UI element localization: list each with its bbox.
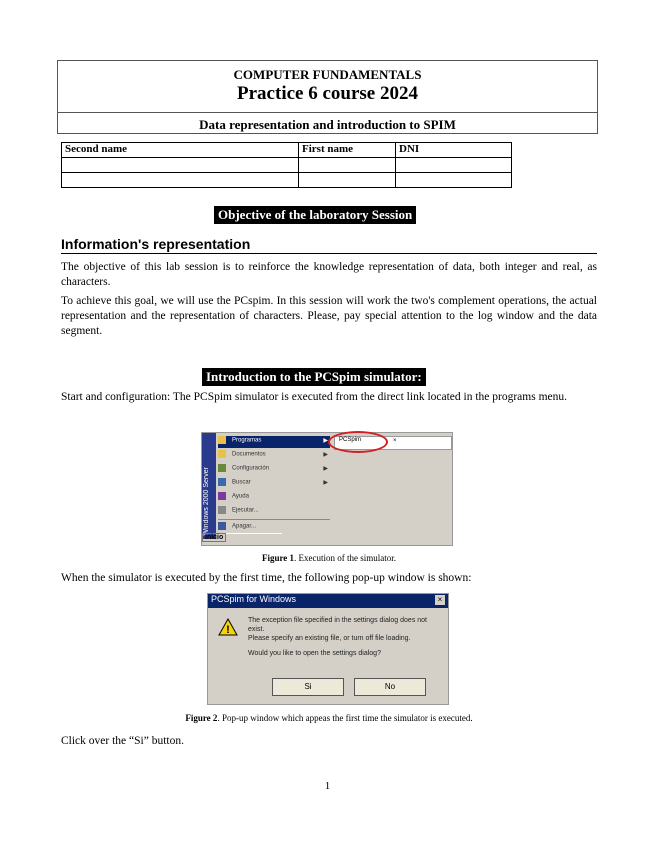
page-subtitle: Data representation and introduction to SPIM: [199, 117, 456, 132]
menu-item-programs[interactable]: Programas ▶: [218, 436, 330, 448]
warning-icon: [218, 618, 238, 636]
highlight-circle: [328, 431, 388, 453]
yes-button[interactable]: Si: [272, 678, 344, 696]
taskbar: [202, 533, 282, 545]
dialog-message: [248, 616, 443, 658]
menu-item-shutdown[interactable]: Apagar...: [218, 522, 330, 534]
course-name: COMPUTER FUNDAMENTALS: [233, 67, 422, 82]
sidebar-text: Windows 2000 Server: [203, 466, 210, 535]
folder-icon: [218, 450, 226, 458]
objective-banner: Objective of the laboratory Session: [214, 206, 416, 224]
paragraph-objective: The objective of this lab session is to reinforce the knowledge representation of data, both integer and real, as characters.: [61, 261, 597, 288]
dni-header: DNI: [396, 143, 512, 158]
figure-2-dialog: [207, 593, 449, 705]
table-row: [62, 173, 512, 188]
menu-item-documents[interactable]: Documentos ▶: [218, 450, 330, 462]
dialog-title: PCSpim for Windows: [211, 594, 297, 604]
header-box: [57, 60, 598, 134]
paragraph-popup: When the simulator is executed by the first time, the following pop-up window is shown:: [61, 572, 472, 584]
menu-item-settings[interactable]: Configuración ▶: [218, 464, 330, 476]
search-icon: [218, 478, 226, 486]
run-icon: [218, 506, 226, 514]
table-header-row: [62, 143, 512, 158]
close-icon[interactable]: ×: [435, 595, 445, 605]
table-row: [62, 158, 512, 173]
dni-cell[interactable]: [396, 158, 512, 173]
close-icon: ×: [393, 438, 397, 444]
second-name-header: Second name: [62, 143, 299, 158]
settings-icon: [218, 464, 226, 472]
submenu-label: PCSpim: [339, 437, 362, 443]
second-name-cell[interactable]: [62, 173, 299, 188]
intro-banner: Introduction to the PCSpim simulator:: [202, 368, 426, 386]
menu-divider: [218, 519, 330, 520]
header-divider: [58, 112, 597, 113]
dialog-question: Would you like to open the settings dialog?: [248, 650, 381, 657]
windows-sidebar: [202, 433, 216, 539]
chevron-right-icon: ▶: [323, 466, 328, 472]
folder-icon: [218, 436, 226, 444]
menu-item-search[interactable]: Buscar ▶: [218, 478, 330, 490]
paragraph-click: Click over the “Si” button.: [61, 735, 184, 747]
first-name-cell[interactable]: [299, 173, 396, 188]
svg-text:!: !: [226, 624, 230, 636]
dialog-message-line: The exception file specified in the settings dialog does not exist.: [248, 617, 428, 633]
page-title: Practice 6 course 2024: [237, 83, 418, 104]
power-icon: [218, 522, 226, 530]
paragraph-goal: To achieve this goal, we will use the PCspim. In this session will work the two's complement operations, the actual representation and the representation of characters. Please, pay special attention to the log window and the data segment.: [61, 295, 597, 337]
help-icon: [218, 492, 226, 500]
paragraph-start: Start and configuration: The PCSpim simulator is executed from the direct link located in the programs menu.: [61, 391, 567, 403]
menu-item-help[interactable]: Ayuda: [218, 492, 330, 504]
second-name-cell[interactable]: [62, 158, 299, 173]
chevron-right-icon: ▶: [323, 452, 328, 458]
figure-2-caption: Figure 2. Pop-up window which appeas the first time the simulator is executed.: [185, 713, 473, 723]
chevron-right-icon: ▶: [323, 438, 328, 444]
page-number: 1: [324, 780, 331, 792]
dialog-title-bar: [208, 594, 448, 608]
student-info-table: [61, 142, 512, 188]
no-button[interactable]: No: [354, 678, 426, 696]
chevron-right-icon: ▶: [323, 480, 328, 486]
figure-1-caption: Figure 1. Execution of the simulator.: [261, 553, 397, 563]
section-heading-information: Information's representation: [61, 236, 597, 254]
dialog-message-line: Please specify an existing file, or turn off file loading.: [248, 635, 411, 642]
start-button[interactable]: Inicio: [202, 533, 226, 542]
first-name-cell[interactable]: [299, 158, 396, 173]
figure-1-start-menu: [201, 432, 453, 546]
first-name-header: First name: [299, 143, 396, 158]
menu-item-run[interactable]: Ejecutar...: [218, 506, 330, 518]
dni-cell[interactable]: [396, 173, 512, 188]
